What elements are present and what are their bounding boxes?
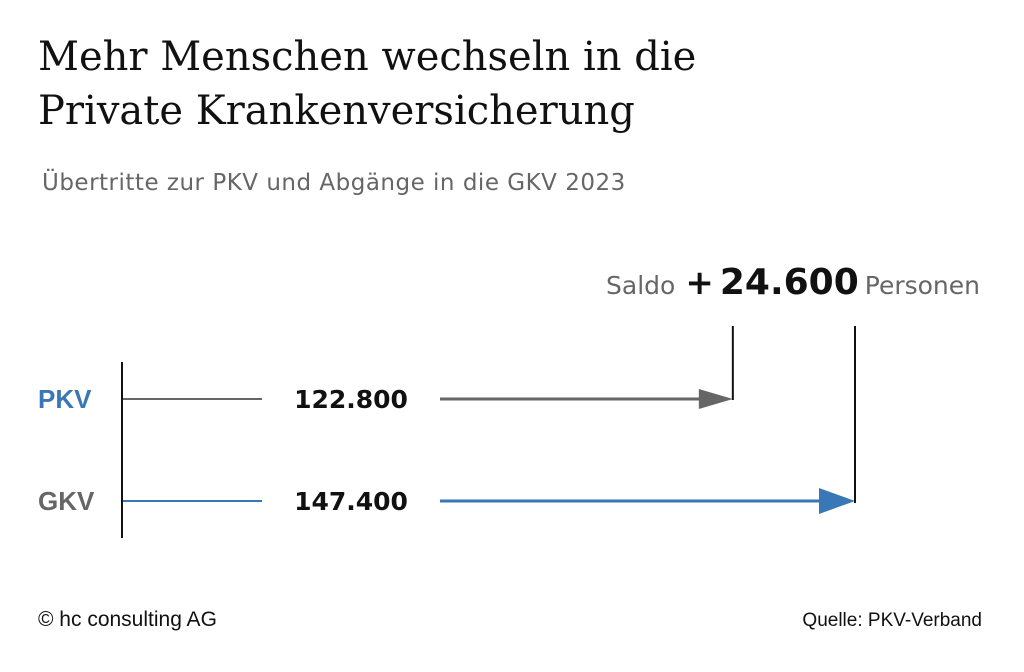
chart-title-line-2: Private Krankenversicherung bbox=[38, 88, 635, 134]
chart-title-line-1: Mehr Menschen wechseln in die bbox=[38, 34, 697, 80]
value-label-gkv: 147.400 bbox=[294, 487, 408, 516]
saldo-sign: + bbox=[685, 263, 714, 303]
value-label-pkv: 122.800 bbox=[294, 385, 408, 414]
category-label-pkv: PKV bbox=[38, 384, 92, 414]
saldo-label: Saldo bbox=[606, 271, 676, 300]
saldo-unit: Personen bbox=[864, 271, 980, 300]
arrow-head-gkv bbox=[819, 488, 855, 514]
saldo-value: 24.600 bbox=[719, 262, 859, 303]
source-text: Quelle: PKV-Verband bbox=[802, 610, 982, 631]
chart-rows bbox=[38, 326, 855, 516]
arrow-head-pkv bbox=[699, 389, 733, 409]
chart-subtitle: Übertritte zur PKV und Abgänge in die GKV 2023 bbox=[42, 170, 626, 196]
category-label-gkv: GKV bbox=[38, 486, 95, 516]
copyright-text: © hc consulting AG bbox=[38, 608, 217, 631]
